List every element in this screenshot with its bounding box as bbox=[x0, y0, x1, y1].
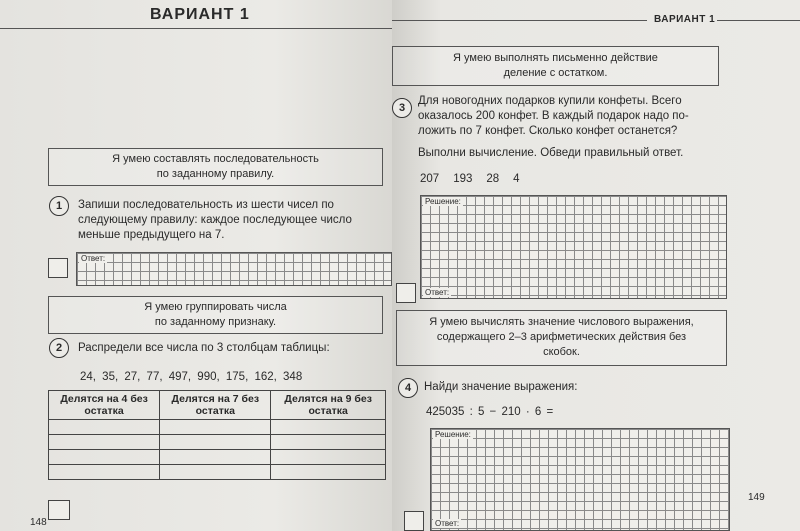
numbers-list: 24, 35, 27, 77, 497, 990, 175, 162, 348 bbox=[80, 371, 303, 383]
task-number-3: 3 bbox=[392, 98, 412, 118]
column-header: Делятся на 4 без остатка bbox=[49, 391, 160, 420]
header-rule bbox=[392, 20, 647, 21]
left-page bbox=[0, 0, 392, 531]
task-line: ложить по 7 конфет. Сколько конфет останется? bbox=[418, 125, 678, 137]
answer-option[interactable]: 193 bbox=[453, 173, 473, 185]
check-square-2[interactable] bbox=[48, 500, 70, 520]
task-line: оказалось 200 конфет. В каждый подарок надо по- bbox=[418, 110, 689, 122]
header-rule bbox=[0, 28, 392, 29]
task-3-instruction: Выполни вычисление. Обведи правильный ответ. bbox=[418, 147, 684, 159]
task-line: Запиши последовательность из шести чисел по bbox=[78, 199, 334, 211]
distribution-table bbox=[48, 390, 386, 480]
task-3-text bbox=[418, 94, 689, 139]
table-header-row bbox=[49, 391, 386, 420]
column-header: Делятся на 7 без остатка bbox=[160, 391, 271, 420]
skill-line: Я умею группировать числа bbox=[144, 301, 287, 313]
table-row bbox=[49, 465, 386, 480]
task-line: меньше предыдущего на 7. bbox=[78, 229, 225, 241]
expression: 425035 : 5 − 210 · 6 = bbox=[426, 406, 554, 418]
check-square-3[interactable] bbox=[396, 283, 416, 303]
skill-box-2 bbox=[48, 296, 383, 334]
table-cell[interactable] bbox=[160, 420, 271, 435]
solution-label: Решение: bbox=[435, 430, 471, 439]
page-number: 149 bbox=[748, 492, 765, 503]
solution-label: Решение: bbox=[425, 197, 461, 206]
page-number: 148 bbox=[30, 517, 47, 528]
table-cell[interactable] bbox=[271, 465, 386, 480]
check-square-4[interactable] bbox=[404, 511, 424, 531]
task-number-4: 4 bbox=[398, 378, 418, 398]
answer-option[interactable]: 207 bbox=[420, 173, 440, 185]
table-cell[interactable] bbox=[160, 450, 271, 465]
skill-line: содержащего 2–3 арифметических действия без bbox=[436, 331, 687, 343]
task-number-2: 2 bbox=[49, 338, 69, 358]
table-row bbox=[49, 435, 386, 450]
check-square-1[interactable] bbox=[48, 258, 68, 278]
variant-header: ВАРИАНТ 1 bbox=[654, 14, 716, 25]
skill-line: деление с остатком. bbox=[503, 67, 608, 79]
solution-grid-4[interactable] bbox=[430, 428, 730, 531]
skill-line: Я умею выполнять письменно действие bbox=[453, 52, 658, 64]
header-rule bbox=[717, 20, 800, 21]
table-cell[interactable] bbox=[160, 465, 271, 480]
skill-box-4 bbox=[396, 310, 727, 366]
table-cell[interactable] bbox=[271, 450, 386, 465]
skill-line: по заданному правилу. bbox=[156, 168, 275, 180]
column-header: Делятся на 9 без остатка bbox=[271, 391, 386, 420]
solution-grid-3[interactable] bbox=[420, 195, 727, 299]
table-cell[interactable] bbox=[160, 435, 271, 450]
table-row bbox=[49, 420, 386, 435]
table-cell[interactable] bbox=[49, 450, 160, 465]
answer-grid-1[interactable] bbox=[76, 252, 392, 286]
task-line: следующему правилу: каждое последующее число bbox=[78, 214, 352, 226]
task-2-text: Распредели все числа по 3 столбцам таблицы: bbox=[78, 342, 330, 354]
answer-label: Ответ: bbox=[425, 288, 450, 297]
skill-line: Я умею составлять последовательность bbox=[112, 153, 319, 165]
answer-label: Ответ: bbox=[81, 254, 106, 263]
table-cell[interactable] bbox=[271, 435, 386, 450]
answer-option[interactable]: 28 bbox=[486, 173, 500, 185]
table-row bbox=[49, 450, 386, 465]
table-cell[interactable] bbox=[49, 435, 160, 450]
skill-line: скобок. bbox=[543, 346, 580, 358]
answer-options bbox=[420, 172, 520, 187]
table-cell[interactable] bbox=[49, 465, 160, 480]
variant-header: ВАРИАНТ 1 bbox=[150, 6, 250, 23]
skill-line: Я умею вычислять значение числового выражения, bbox=[429, 316, 694, 328]
table-cell[interactable] bbox=[271, 420, 386, 435]
answer-label: Ответ: bbox=[435, 519, 460, 528]
table-cell[interactable] bbox=[49, 420, 160, 435]
task-number-1: 1 bbox=[49, 196, 69, 216]
skill-box-1 bbox=[48, 148, 383, 186]
skill-box-3 bbox=[392, 46, 719, 86]
task-4-text: Найди значение выражения: bbox=[424, 381, 578, 393]
task-line: Для новогодних подарков купили конфеты. Всего bbox=[418, 95, 682, 107]
task-1-text bbox=[78, 198, 392, 243]
skill-line: по заданному признаку. bbox=[154, 316, 277, 328]
answer-option[interactable]: 4 bbox=[513, 173, 520, 185]
right-page bbox=[392, 0, 800, 531]
